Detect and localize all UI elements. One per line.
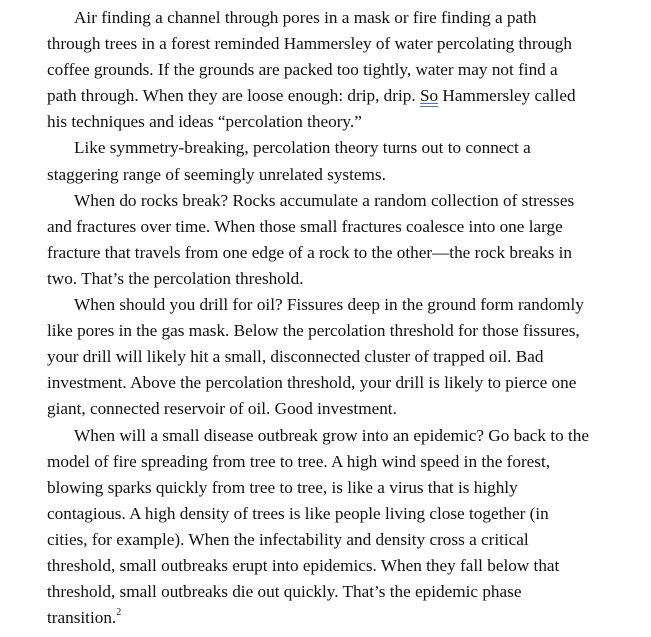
paragraph-drill-for-oil bbox=[47, 292, 651, 422]
paragraph-epidemic bbox=[47, 423, 651, 632]
footnote-reference[interactable]: 2 bbox=[116, 607, 122, 619]
text-line: two. That’s the percolation threshold. bbox=[47, 268, 304, 288]
paragraph-percolation-theory bbox=[47, 5, 651, 135]
text-line: staggering range of seemingly unrelated systems. bbox=[47, 164, 386, 184]
spellcheck-marked-word[interactable]: So bbox=[419, 86, 439, 106]
text-line: Like symmetry-breaking, percolation theory turns out to connect a bbox=[74, 138, 531, 158]
text-segment: Hammersley called bbox=[438, 86, 576, 106]
text-line: and fractures over time. When those small fractures coalesce into one large bbox=[47, 216, 563, 236]
text-segment: transition. bbox=[47, 608, 117, 628]
text-line: contagious. A high density of trees is like people living close together (in bbox=[47, 503, 549, 523]
text-line: fracture that travels from one edge of a rock to the other—the rock breaks in bbox=[47, 242, 572, 262]
text-line: model of fire spreading from tree to tree. A high wind speed in the forest, bbox=[47, 451, 551, 471]
text-line: investment. Above the percolation threshold, your drill is likely to pierce one bbox=[47, 373, 577, 393]
text-line: Air finding a channel through pores in a mask or fire finding a path bbox=[74, 8, 537, 27]
text-line: threshold, small outbreaks erupt into epidemics. When they fall below that bbox=[47, 555, 560, 575]
text-line: cities, for example). When the infectability and density cross a critical bbox=[47, 529, 529, 549]
text-line: threshold, small outbreaks die out quickly. That’s the epidemic phase bbox=[47, 582, 522, 602]
text-line: through trees in a forest reminded Hammersley of water percolating through bbox=[47, 34, 572, 54]
text-line: When will a small disease outbreak grow into an epidemic? Go back to the bbox=[74, 425, 589, 445]
text-line: giant, connected reservoir of oil. Good investment. bbox=[47, 399, 397, 419]
text-line: coffee grounds. If the grounds are packed too tightly, water may not find a bbox=[47, 60, 558, 80]
document-body bbox=[47, 5, 651, 631]
text-segment: path through. When they are loose enough: drip, drip. bbox=[47, 86, 420, 106]
text-line: his techniques and ideas “percolation theory.” bbox=[47, 112, 362, 132]
text-line: blowing sparks quickly from tree to tree, is like a virus that is highly bbox=[47, 477, 518, 497]
text-line: your drill will likely hit a small, disconnected cluster of trapped oil. Bad bbox=[47, 347, 544, 367]
text-line: like pores in the gas mask. Below the percolation threshold for those fissures, bbox=[47, 321, 580, 341]
paragraph-rocks-break bbox=[47, 188, 651, 292]
text-line: When do rocks break? Rocks accumulate a random collection of stresses bbox=[74, 190, 575, 210]
text-line bbox=[47, 83, 651, 109]
text-line: When should you drill for oil? Fissures deep in the ground form randomly bbox=[74, 295, 584, 315]
text-line bbox=[47, 605, 651, 631]
paragraph-symmetry-breaking bbox=[47, 135, 651, 187]
